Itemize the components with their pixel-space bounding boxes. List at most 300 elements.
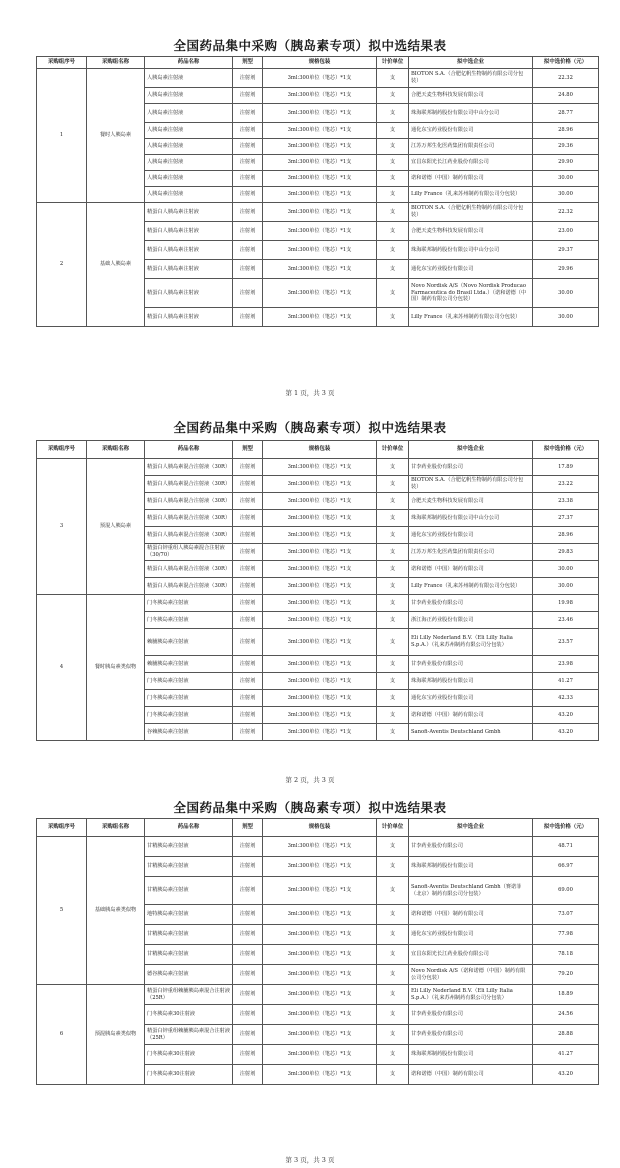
cell-drug: 精蛋白人胰岛素注射液 xyxy=(145,279,233,308)
cell-price: 19.98 xyxy=(533,595,599,612)
cell-drug: 谷赖胰岛素注射液 xyxy=(145,724,233,741)
cell-company: 诺和诺德（中国）制药有限公司 xyxy=(409,171,533,187)
cell-unit: 支 xyxy=(377,707,409,724)
column-header: 药品名称 xyxy=(145,57,233,69)
cell-form: 注射剂 xyxy=(233,985,263,1005)
cell-company: BIOTON S.A.（合肥亿帆生物制药有限公司分包装） xyxy=(409,476,533,493)
cell-unit: 支 xyxy=(377,527,409,544)
cell-drug: 精蛋白人胰岛素混合注射液（30R） xyxy=(145,510,233,527)
cell-unit: 支 xyxy=(377,690,409,707)
cell-spec: 3ml:300单位（笔芯）*1支 xyxy=(263,123,377,139)
cell-price: 43.20 xyxy=(533,724,599,741)
column-header: 规格包装 xyxy=(263,57,377,69)
cell-unit: 支 xyxy=(377,493,409,510)
page-footer-1: 第 1 页，共 3 页 xyxy=(285,389,335,397)
cell-spec: 3ml:300单位（笔芯）*1支 xyxy=(263,629,377,656)
cell-price: 66.97 xyxy=(533,857,599,877)
cell-drug: 甘精胰岛素注射液 xyxy=(145,925,233,945)
table-row xyxy=(37,459,599,476)
cell-form: 注射剂 xyxy=(233,187,263,203)
cell-drug: 人胰岛素注射液 xyxy=(145,123,233,139)
cell-drug: 甘精胰岛素注射液 xyxy=(145,857,233,877)
cell-spec: 3ml:300单位（笔芯）*1支 xyxy=(263,155,377,171)
cell-drug: 赖脯胰岛素注射液 xyxy=(145,656,233,673)
cell-company: Novo Nordisk A/S（诺和诺德（中国）制药有限公司分包装） xyxy=(409,965,533,985)
group-name: 餐时人胰岛素 xyxy=(87,69,145,203)
cell-drug: 人胰岛素注射液 xyxy=(145,88,233,104)
cell-form: 注射剂 xyxy=(233,1045,263,1065)
column-header: 采购组序号 xyxy=(37,819,87,837)
cell-company: 通化东宝药业股份有限公司 xyxy=(409,260,533,279)
cell-form: 注射剂 xyxy=(233,104,263,123)
column-header: 规格包装 xyxy=(263,819,377,837)
cell-form: 注射剂 xyxy=(233,673,263,690)
cell-spec: 3ml:300单位（笔芯）*1支 xyxy=(263,493,377,510)
column-header: 采购组名称 xyxy=(87,441,145,459)
cell-unit: 支 xyxy=(377,905,409,925)
cell-company: Lilly France（礼来苏州制药有限公司分包装） xyxy=(409,308,533,327)
cell-spec: 3ml:300单位（笔芯）*1支 xyxy=(263,139,377,155)
cell-price: 23.57 xyxy=(533,629,599,656)
group-number: 5 xyxy=(37,837,87,985)
column-header: 拟中选价格（元） xyxy=(533,819,599,837)
cell-price: 30.00 xyxy=(533,187,599,203)
cell-company: BIOTON S.A.（合肥亿帆生物制药有限公司分包装） xyxy=(409,203,533,222)
cell-unit: 支 xyxy=(377,222,409,241)
cell-price: 22.32 xyxy=(533,203,599,222)
cell-company: Lilly France（礼来苏州制药有限公司分包装） xyxy=(409,187,533,203)
cell-form: 注射剂 xyxy=(233,222,263,241)
column-header: 采购组名称 xyxy=(87,819,145,837)
cell-unit: 支 xyxy=(377,88,409,104)
cell-unit: 支 xyxy=(377,279,409,308)
cell-spec: 3ml:300单位（笔芯）*1支 xyxy=(263,1045,377,1065)
cell-price: 41.27 xyxy=(533,1045,599,1065)
cell-company: Eli Lilly Nederland B.V.（Eli Lilly Italia S.p.A.）（礼来苏州制药有限公司分包装） xyxy=(409,629,533,656)
cell-price: 48.71 xyxy=(533,837,599,857)
cell-price: 42.33 xyxy=(533,690,599,707)
cell-spec: 3ml:300单位（笔芯）*1支 xyxy=(263,510,377,527)
cell-company: 宜昌东阳光长江药业股份有限公司 xyxy=(409,155,533,171)
cell-form: 注射剂 xyxy=(233,69,263,88)
cell-price: 79.20 xyxy=(533,965,599,985)
cell-spec: 3ml:300单位（笔芯）*1支 xyxy=(263,459,377,476)
cell-company: Sanofi-Aventis Deutschland Gmbh（赛诺菲（北京）制药有限公司分包装） xyxy=(409,877,533,905)
cell-price: 17.89 xyxy=(533,459,599,476)
cell-drug: 甘精胰岛素注射液 xyxy=(145,837,233,857)
cell-form: 注射剂 xyxy=(233,877,263,905)
cell-company: Sanofi-Aventis Deutschland Gmbh xyxy=(409,724,533,741)
cell-unit: 支 xyxy=(377,139,409,155)
cell-company: Novo Nordisk A/S（Novo Nordisk Producao Farmaceutica do Brasil Ltda.）（诺和诺德（中国）制药有限公司分包装） xyxy=(409,279,533,308)
cell-company: 诺和诺德（中国）制药有限公司 xyxy=(409,905,533,925)
cell-company: BIOTON S.A.（合肥亿帆生物制药有限公司分包装） xyxy=(409,69,533,88)
page-title-2: 全国药品集中采购（胰岛素专项）拟中选结果表 xyxy=(173,420,447,435)
column-header: 采购组序号 xyxy=(37,57,87,69)
cell-company: Eli Lilly Nederland B.V.（Eli Lilly Italia S.p.A.）（礼来苏州制药有限公司分包装） xyxy=(409,985,533,1005)
cell-spec: 3ml:300单位（笔芯）*1支 xyxy=(263,171,377,187)
cell-drug: 门冬胰岛素注射液 xyxy=(145,595,233,612)
column-header: 拟中选价格（元） xyxy=(533,57,599,69)
cell-drug: 门冬胰岛素30注射液 xyxy=(145,1005,233,1025)
result-table-page-1 xyxy=(36,56,599,327)
cell-unit: 支 xyxy=(377,837,409,857)
cell-company: 珠海联邦制药股份有限公司 xyxy=(409,1045,533,1065)
cell-form: 注射剂 xyxy=(233,595,263,612)
table-header-row xyxy=(37,57,599,69)
group-name: 预混人胰岛素 xyxy=(87,459,145,595)
cell-company: 浙江海正药业股份有限公司 xyxy=(409,612,533,629)
cell-unit: 支 xyxy=(377,925,409,945)
cell-spec: 3ml:300单位（笔芯）*1支 xyxy=(263,1065,377,1085)
table-row xyxy=(37,203,599,222)
column-header: 规格包装 xyxy=(263,441,377,459)
cell-form: 注射剂 xyxy=(233,612,263,629)
page-title-1: 全国药品集中采购（胰岛素专项）拟中选结果表 xyxy=(173,38,447,53)
cell-form: 注射剂 xyxy=(233,241,263,260)
cell-unit: 支 xyxy=(377,69,409,88)
cell-unit: 支 xyxy=(377,578,409,595)
cell-form: 注射剂 xyxy=(233,171,263,187)
cell-drug: 人胰岛素注射液 xyxy=(145,171,233,187)
cell-price: 24.56 xyxy=(533,1005,599,1025)
cell-form: 注射剂 xyxy=(233,155,263,171)
cell-unit: 支 xyxy=(377,1065,409,1085)
cell-drug: 精蛋白人胰岛素注射液 xyxy=(145,203,233,222)
cell-drug: 精蛋白人胰岛素混合注射液（30R） xyxy=(145,493,233,510)
cell-company: 通化东宝药业股份有限公司 xyxy=(409,527,533,544)
cell-spec: 3ml:300单位（笔芯）*1支 xyxy=(263,88,377,104)
cell-company: 甘李药业股份有限公司 xyxy=(409,656,533,673)
cell-price: 23.38 xyxy=(533,493,599,510)
cell-drug: 精蛋白人胰岛素混合注射液（30R） xyxy=(145,561,233,578)
cell-drug: 人胰岛素注射液 xyxy=(145,139,233,155)
cell-unit: 支 xyxy=(377,985,409,1005)
column-header: 计价单位 xyxy=(377,57,409,69)
cell-price: 29.37 xyxy=(533,241,599,260)
cell-drug: 德谷胰岛素注射液 xyxy=(145,965,233,985)
cell-price: 30.00 xyxy=(533,561,599,578)
cell-drug: 人胰岛素注射液 xyxy=(145,69,233,88)
cell-price: 43.20 xyxy=(533,707,599,724)
cell-drug: 地特胰岛素注射液 xyxy=(145,905,233,925)
cell-form: 注射剂 xyxy=(233,544,263,561)
cell-drug: 精蛋白锌重组赖脯胰岛素混合注射液（25R） xyxy=(145,1025,233,1045)
cell-spec: 3ml:300单位（笔芯）*1支 xyxy=(263,877,377,905)
cell-unit: 支 xyxy=(377,308,409,327)
cell-spec: 3ml:300单位（笔芯）*1支 xyxy=(263,308,377,327)
cell-company: Lilly France（礼来苏州制药有限公司分包装） xyxy=(409,578,533,595)
cell-price: 29.83 xyxy=(533,544,599,561)
cell-spec: 3ml:300单位（笔芯）*1支 xyxy=(263,104,377,123)
cell-spec: 3ml:300单位（笔芯）*1支 xyxy=(263,707,377,724)
cell-company: 宜昌东阳光长江药业股份有限公司 xyxy=(409,945,533,965)
cell-unit: 支 xyxy=(377,104,409,123)
cell-price: 18.89 xyxy=(533,985,599,1005)
cell-price: 24.80 xyxy=(533,88,599,104)
cell-price: 77.98 xyxy=(533,925,599,945)
cell-unit: 支 xyxy=(377,656,409,673)
cell-form: 注射剂 xyxy=(233,203,263,222)
cell-drug: 精蛋白人胰岛素注射液 xyxy=(145,222,233,241)
cell-company: 江苏万邦生化医药集团有限责任公司 xyxy=(409,139,533,155)
cell-form: 注射剂 xyxy=(233,925,263,945)
cell-form: 注射剂 xyxy=(233,857,263,877)
column-header: 剂型 xyxy=(233,441,263,459)
cell-form: 注射剂 xyxy=(233,905,263,925)
table-row xyxy=(37,69,599,88)
cell-form: 注射剂 xyxy=(233,1025,263,1045)
cell-form: 注射剂 xyxy=(233,527,263,544)
cell-spec: 3ml:300单位（笔芯）*1支 xyxy=(263,837,377,857)
cell-company: 甘李药业股份有限公司 xyxy=(409,837,533,857)
cell-drug: 门冬胰岛素30注射液 xyxy=(145,1065,233,1085)
cell-spec: 3ml:300单位（笔芯）*1支 xyxy=(263,476,377,493)
cell-form: 注射剂 xyxy=(233,493,263,510)
cell-unit: 支 xyxy=(377,1045,409,1065)
cell-spec: 3ml:300单位（笔芯）*1支 xyxy=(263,673,377,690)
column-header: 计价单位 xyxy=(377,819,409,837)
cell-price: 23.46 xyxy=(533,612,599,629)
cell-form: 注射剂 xyxy=(233,690,263,707)
cell-company: 江苏万邦生化医药集团有限责任公司 xyxy=(409,544,533,561)
cell-price: 23.22 xyxy=(533,476,599,493)
cell-price: 23.98 xyxy=(533,656,599,673)
cell-form: 注射剂 xyxy=(233,629,263,656)
cell-drug: 赖脯胰岛素注射液 xyxy=(145,629,233,656)
group-name: 餐时胰岛素类似物 xyxy=(87,595,145,741)
group-number: 2 xyxy=(37,203,87,327)
cell-drug: 人胰岛素注射液 xyxy=(145,187,233,203)
cell-form: 注射剂 xyxy=(233,260,263,279)
column-header: 拟中选价格（元） xyxy=(533,441,599,459)
group-number: 1 xyxy=(37,69,87,203)
cell-spec: 3ml:300单位（笔芯）*1支 xyxy=(263,527,377,544)
cell-unit: 支 xyxy=(377,877,409,905)
cell-drug: 门冬胰岛素注射液 xyxy=(145,673,233,690)
cell-company: 甘李药业股份有限公司 xyxy=(409,459,533,476)
cell-price: 30.00 xyxy=(533,578,599,595)
cell-company: 诺和诺德（中国）制药有限公司 xyxy=(409,707,533,724)
cell-drug: 精蛋白锌重组人胰岛素混合注射液（30/70） xyxy=(145,544,233,561)
cell-unit: 支 xyxy=(377,459,409,476)
cell-price: 78.18 xyxy=(533,945,599,965)
cell-drug: 甘精胰岛素注射液 xyxy=(145,945,233,965)
cell-price: 22.32 xyxy=(533,69,599,88)
cell-company: 通化东宝药业股份有限公司 xyxy=(409,925,533,945)
cell-form: 注射剂 xyxy=(233,965,263,985)
cell-drug: 精蛋白人胰岛素混合注射液（30R） xyxy=(145,459,233,476)
cell-price: 41.27 xyxy=(533,673,599,690)
cell-spec: 3ml:300单位（笔芯）*1支 xyxy=(263,561,377,578)
cell-spec: 3ml:300单位（笔芯）*1支 xyxy=(263,578,377,595)
cell-price: 27.37 xyxy=(533,510,599,527)
cell-unit: 支 xyxy=(377,1005,409,1025)
cell-price: 28.96 xyxy=(533,527,599,544)
cell-unit: 支 xyxy=(377,155,409,171)
cell-spec: 3ml:300单位（笔芯）*1支 xyxy=(263,945,377,965)
cell-company: 合肥天麦生物科技发展有限公司 xyxy=(409,493,533,510)
cell-spec: 3ml:300单位（笔芯）*1支 xyxy=(263,656,377,673)
cell-price: 29.90 xyxy=(533,155,599,171)
table-row xyxy=(37,985,599,1005)
cell-company: 通化东宝药业股份有限公司 xyxy=(409,123,533,139)
column-header: 药品名称 xyxy=(145,819,233,837)
cell-form: 注射剂 xyxy=(233,123,263,139)
page-footer-2: 第 2 页，共 3 页 xyxy=(285,776,335,784)
group-name: 基础人胰岛素 xyxy=(87,203,145,327)
cell-price: 23.00 xyxy=(533,222,599,241)
cell-spec: 3ml:300单位（笔芯）*1支 xyxy=(263,857,377,877)
cell-unit: 支 xyxy=(377,1025,409,1045)
cell-spec: 3ml:300单位（笔芯）*1支 xyxy=(263,187,377,203)
page-title-3: 全国药品集中采购（胰岛素专项）拟中选结果表 xyxy=(173,800,447,815)
cell-unit: 支 xyxy=(377,260,409,279)
cell-drug: 精蛋白人胰岛素注射液 xyxy=(145,308,233,327)
cell-spec: 3ml:300单位（笔芯）*1支 xyxy=(263,203,377,222)
cell-unit: 支 xyxy=(377,476,409,493)
cell-drug: 门冬胰岛素注射液 xyxy=(145,707,233,724)
table-header-row xyxy=(37,819,599,837)
cell-form: 注射剂 xyxy=(233,561,263,578)
cell-form: 注射剂 xyxy=(233,139,263,155)
cell-form: 注射剂 xyxy=(233,279,263,308)
cell-unit: 支 xyxy=(377,629,409,656)
group-number: 3 xyxy=(37,459,87,595)
cell-drug: 门冬胰岛素注射液 xyxy=(145,612,233,629)
cell-drug: 门冬胰岛素注射液 xyxy=(145,690,233,707)
cell-company: 诺和诺德（中国）制药有限公司 xyxy=(409,1065,533,1085)
cell-spec: 3ml:300单位（笔芯）*1支 xyxy=(263,965,377,985)
column-header: 采购组序号 xyxy=(37,441,87,459)
cell-spec: 3ml:300单位（笔芯）*1支 xyxy=(263,595,377,612)
cell-company: 珠海联邦制药股份有限公司中山分公司 xyxy=(409,510,533,527)
cell-unit: 支 xyxy=(377,510,409,527)
cell-drug: 精蛋白人胰岛素注射液 xyxy=(145,241,233,260)
cell-price: 28.88 xyxy=(533,1025,599,1045)
column-header: 采购组名称 xyxy=(87,57,145,69)
cell-unit: 支 xyxy=(377,544,409,561)
column-header: 拟中选企业 xyxy=(409,819,533,837)
table-row xyxy=(37,595,599,612)
cell-form: 注射剂 xyxy=(233,510,263,527)
cell-company: 珠海联邦制药股份有限公司 xyxy=(409,673,533,690)
result-table-page-2 xyxy=(36,440,599,741)
cell-spec: 3ml:300单位（笔芯）*1支 xyxy=(263,925,377,945)
cell-form: 注射剂 xyxy=(233,837,263,857)
cell-spec: 3ml:300单位（笔芯）*1支 xyxy=(263,905,377,925)
cell-price: 73.07 xyxy=(533,905,599,925)
cell-unit: 支 xyxy=(377,187,409,203)
cell-price: 28.77 xyxy=(533,104,599,123)
cell-unit: 支 xyxy=(377,857,409,877)
column-header: 拟中选企业 xyxy=(409,57,533,69)
page-footer-3: 第 3 页，共 3 页 xyxy=(285,1156,335,1164)
cell-price: 30.00 xyxy=(533,171,599,187)
cell-spec: 3ml:300单位（笔芯）*1支 xyxy=(263,1025,377,1045)
cell-form: 注射剂 xyxy=(233,1005,263,1025)
cell-unit: 支 xyxy=(377,945,409,965)
cell-unit: 支 xyxy=(377,724,409,741)
cell-unit: 支 xyxy=(377,612,409,629)
cell-company: 甘李药业股份有限公司 xyxy=(409,1005,533,1025)
column-header: 剂型 xyxy=(233,819,263,837)
cell-spec: 3ml:300单位（笔芯）*1支 xyxy=(263,69,377,88)
cell-spec: 3ml:300单位（笔芯）*1支 xyxy=(263,260,377,279)
cell-drug: 人胰岛素注射液 xyxy=(145,155,233,171)
cell-form: 注射剂 xyxy=(233,1065,263,1085)
column-header: 剂型 xyxy=(233,57,263,69)
result-table-page-3 xyxy=(36,818,599,1085)
cell-price: 69.00 xyxy=(533,877,599,905)
cell-spec: 3ml:300单位（笔芯）*1支 xyxy=(263,1005,377,1025)
cell-drug: 甘精胰岛素注射液 xyxy=(145,877,233,905)
group-name: 预混胰岛素类似物 xyxy=(87,985,145,1085)
cell-form: 注射剂 xyxy=(233,476,263,493)
cell-company: 通化东宝药业股份有限公司 xyxy=(409,690,533,707)
cell-form: 注射剂 xyxy=(233,656,263,673)
column-header: 计价单位 xyxy=(377,441,409,459)
cell-company: 甘李药业股份有限公司 xyxy=(409,1025,533,1045)
column-header: 拟中选企业 xyxy=(409,441,533,459)
cell-unit: 支 xyxy=(377,965,409,985)
cell-spec: 3ml:300单位（笔芯）*1支 xyxy=(263,724,377,741)
cell-company: 合肥天麦生物科技发展有限公司 xyxy=(409,88,533,104)
group-number: 6 xyxy=(37,985,87,1085)
cell-spec: 3ml:300单位（笔芯）*1支 xyxy=(263,612,377,629)
cell-unit: 支 xyxy=(377,241,409,260)
cell-drug: 门冬胰岛素30注射液 xyxy=(145,1045,233,1065)
cell-drug: 精蛋白人胰岛素混合注射液（30R） xyxy=(145,527,233,544)
cell-drug: 精蛋白锌重组赖脯胰岛素混合注射液（25R） xyxy=(145,985,233,1005)
cell-company: 珠海联邦制药股份有限公司 xyxy=(409,857,533,877)
cell-drug: 精蛋白人胰岛素注射液 xyxy=(145,260,233,279)
cell-unit: 支 xyxy=(377,561,409,578)
group-number: 4 xyxy=(37,595,87,741)
cell-form: 注射剂 xyxy=(233,578,263,595)
cell-drug: 精蛋白人胰岛素混合注射液（30R） xyxy=(145,578,233,595)
cell-spec: 3ml:300单位（笔芯）*1支 xyxy=(263,690,377,707)
cell-form: 注射剂 xyxy=(233,724,263,741)
cell-spec: 3ml:300单位（笔芯）*1支 xyxy=(263,222,377,241)
cell-spec: 3ml:300单位（笔芯）*1支 xyxy=(263,241,377,260)
cell-unit: 支 xyxy=(377,673,409,690)
table-header-row xyxy=(37,441,599,459)
cell-unit: 支 xyxy=(377,123,409,139)
cell-price: 29.96 xyxy=(533,260,599,279)
cell-form: 注射剂 xyxy=(233,945,263,965)
cell-company: 甘李药业股份有限公司 xyxy=(409,595,533,612)
cell-unit: 支 xyxy=(377,595,409,612)
cell-company: 珠海联邦制药股份有限公司中山分公司 xyxy=(409,104,533,123)
cell-unit: 支 xyxy=(377,171,409,187)
group-name: 基础胰岛素类似物 xyxy=(87,837,145,985)
cell-price: 29.36 xyxy=(533,139,599,155)
cell-drug: 精蛋白人胰岛素混合注射液（30R） xyxy=(145,476,233,493)
cell-spec: 3ml:300单位（笔芯）*1支 xyxy=(263,279,377,308)
cell-form: 注射剂 xyxy=(233,707,263,724)
cell-company: 珠海联邦制药股份有限公司中山分公司 xyxy=(409,241,533,260)
cell-price: 43.20 xyxy=(533,1065,599,1085)
cell-price: 30.00 xyxy=(533,308,599,327)
cell-form: 注射剂 xyxy=(233,88,263,104)
cell-form: 注射剂 xyxy=(233,459,263,476)
cell-drug: 人胰岛素注射液 xyxy=(145,104,233,123)
cell-price: 30.00 xyxy=(533,279,599,308)
cell-form: 注射剂 xyxy=(233,308,263,327)
cell-spec: 3ml:300单位（笔芯）*1支 xyxy=(263,985,377,1005)
cell-spec: 3ml:300单位（笔芯）*1支 xyxy=(263,544,377,561)
